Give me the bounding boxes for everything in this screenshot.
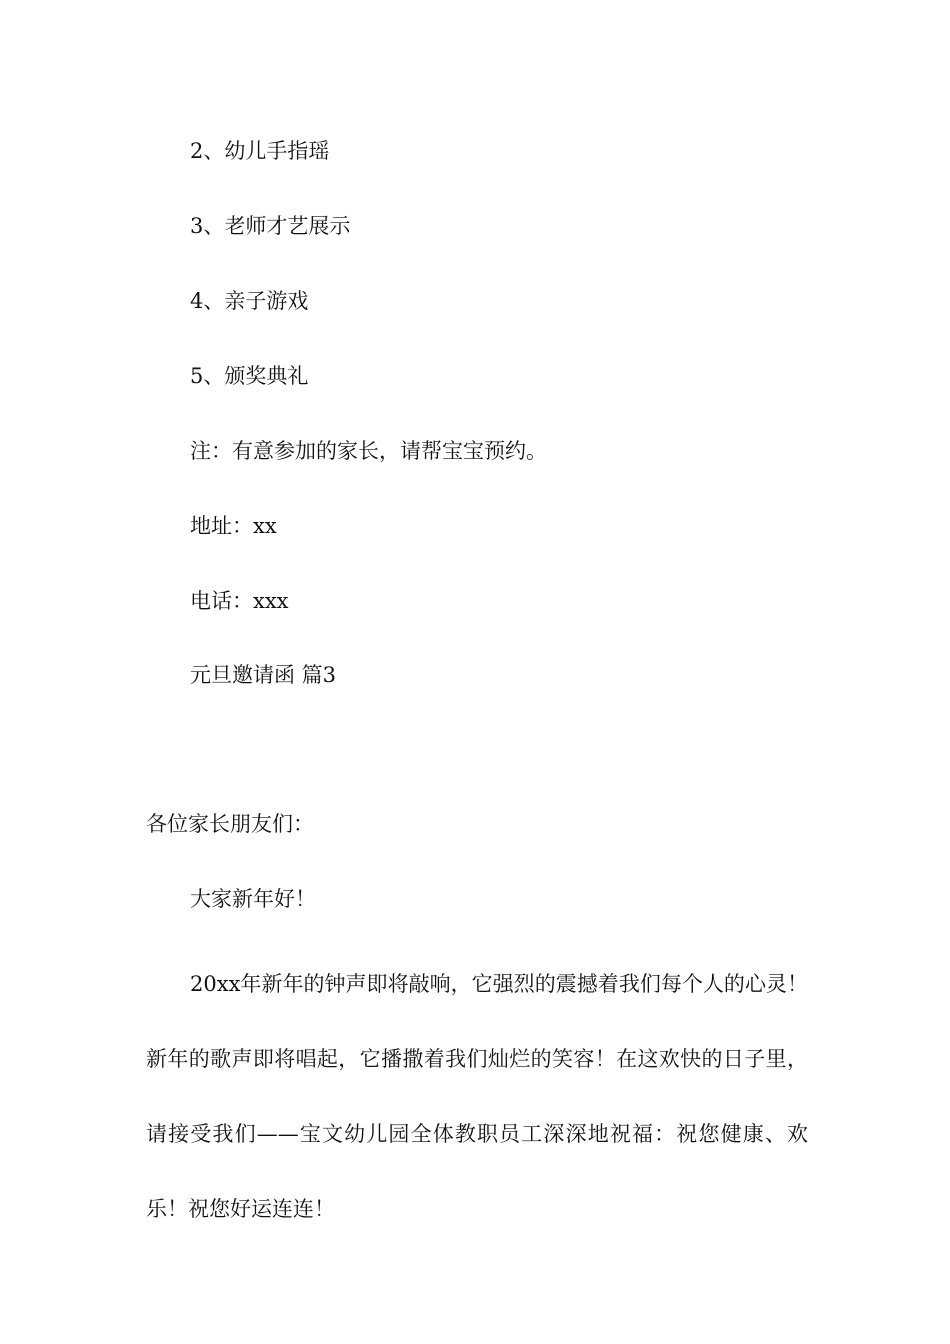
address-line: 地址：xx <box>190 514 277 538</box>
program-item-3: 3、老师才艺展示 <box>190 214 351 238</box>
program-item-5: 5、颁奖典礼 <box>190 364 309 388</box>
body-paragraph: 20xx年新年的钟声即将敲响，它强烈的震撼着我们每个人的心灵！新年的歌声即将唱起，它播撒着我们灿烂的笑容！在这欢快的日子里，请接受我们——宝文幼儿园全体教职员工深深地祝福：祝您健康、欢乐！祝您好运连连！ <box>146 972 808 1221</box>
section-heading: 元旦邀请函 篇3 <box>190 663 337 687</box>
phone-line: 电话：xxx <box>190 589 289 613</box>
program-item-4: 4、亲子游戏 <box>190 289 309 313</box>
salutation: 各位家长朋友们： <box>146 812 314 836</box>
program-item-2: 2、幼儿手指瑶 <box>190 139 330 163</box>
registration-note: 注：有意参加的家长，请帮宝宝预约。 <box>190 439 547 463</box>
greeting: 大家新年好！ <box>190 887 316 911</box>
